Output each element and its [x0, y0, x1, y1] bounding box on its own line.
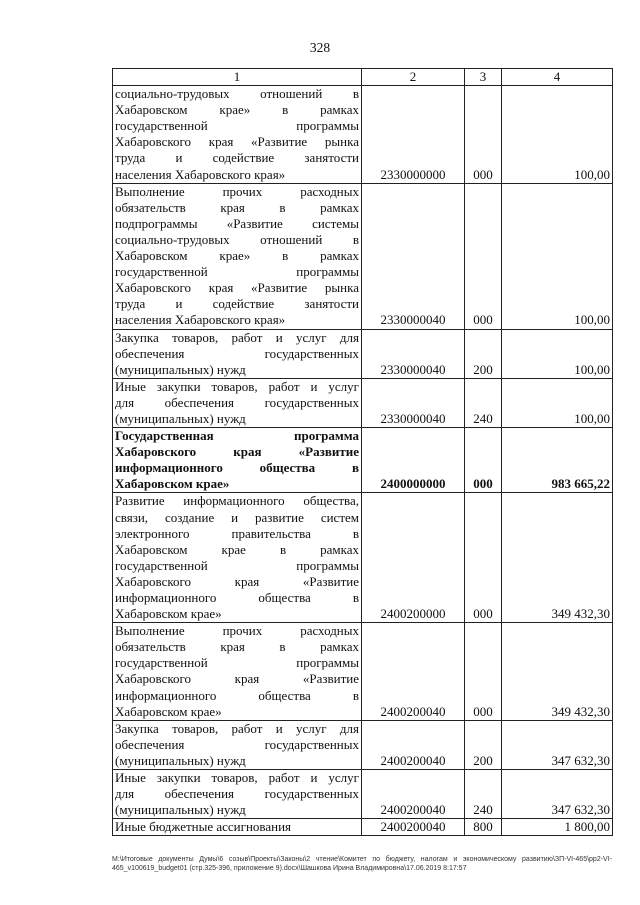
- row-description: [113, 183, 362, 329]
- description-line: Развитие информационного общества,: [115, 493, 359, 509]
- description-line: информационного общества в: [115, 687, 359, 703]
- description-line: информационного общества в: [115, 460, 359, 476]
- row-amount: 983 665,22: [502, 428, 613, 493]
- column-header-code: 2: [362, 69, 465, 86]
- description-line: государственной программы: [115, 655, 359, 671]
- row-description: [113, 720, 362, 769]
- row-description: [113, 428, 362, 493]
- description-line: государственной программы: [115, 264, 359, 280]
- budget-table: [112, 68, 613, 836]
- row-description: [113, 493, 362, 623]
- description-line: Иные бюджетные ассигнования: [115, 819, 292, 835]
- row-description: [113, 819, 362, 836]
- table-row: [113, 770, 613, 819]
- description-line: обеспечения государственных: [115, 736, 359, 752]
- description-line: обеспечения государственных: [115, 345, 359, 361]
- row-expense-type: 200: [465, 329, 502, 378]
- row-expense-type: 240: [465, 770, 502, 819]
- description-line: информационного общества в: [115, 590, 359, 605]
- description-line: (муниципальных) нужд: [115, 802, 246, 818]
- row-code: 2400200040: [362, 720, 465, 769]
- row-expense-type: 000: [465, 493, 502, 623]
- description-line: труда и содействие занятости: [115, 296, 359, 312]
- row-expense-type: 000: [465, 428, 502, 493]
- table-header-row: [113, 69, 613, 86]
- table-row: [113, 378, 613, 427]
- description-line: Хабаровского края «Развитие: [115, 444, 359, 460]
- description-line: социально-трудовых отношений в: [115, 231, 359, 247]
- row-expense-type: 000: [465, 183, 502, 329]
- description-line: для обеспечения государственных: [115, 394, 359, 410]
- row-code: 2400200000: [362, 493, 465, 623]
- row-expense-type: 000: [465, 623, 502, 721]
- row-code: 2400200040: [362, 623, 465, 721]
- row-code: 2330000040: [362, 378, 465, 427]
- page-number: 328: [309, 40, 331, 55]
- row-amount: 349 432,30: [502, 623, 613, 721]
- row-expense-type: 240: [465, 378, 502, 427]
- description-line: Хабаровском крае» в рамках: [115, 102, 359, 118]
- row-description: [113, 329, 362, 378]
- row-expense-type: 200: [465, 720, 502, 769]
- row-code: 2330000040: [362, 183, 465, 329]
- description-line: Хабаровском крае в рамках: [115, 541, 359, 557]
- column-header-type: 3: [465, 69, 502, 86]
- description-line: Закупка товаров, работ и услуг для: [115, 329, 359, 345]
- row-code: 2330000040: [362, 329, 465, 378]
- description-line: Иные закупки товаров, работ и услуг: [115, 770, 359, 786]
- description-line: Иные закупки товаров, работ и услуг: [115, 378, 359, 394]
- description-line: населения Хабаровского края»: [115, 166, 286, 182]
- row-code: 2400200040: [362, 819, 465, 836]
- column-header-amount: 4: [502, 69, 613, 86]
- description-line: Хабаровском крае»: [115, 703, 222, 719]
- description-line: обязательств края в рамках: [115, 639, 359, 655]
- description-line: Государственная программа: [115, 428, 359, 444]
- table-row: [113, 428, 613, 493]
- row-amount: 347 632,30: [502, 770, 613, 819]
- table-row: [113, 623, 613, 721]
- row-code: 2400000000: [362, 428, 465, 493]
- document-footer-path: М:\Итоговые документы Думы\6 созыв\Проекты\Законы\2 чтение\Комитет по бюджету, налогам и экономическому развитию\ЗП-VI-465\pp2-VI-465_v100619_budget01 (стр.325-396, приложение 9).docx\Шашкова Ирина Владимировна\17.06.2019 8:17:57: [112, 856, 612, 872]
- row-description: [113, 623, 362, 721]
- description-line: труда и содействие занятости: [115, 150, 359, 166]
- row-amount: 100,00: [502, 378, 613, 427]
- description-line: Выполнение прочих расходных: [115, 623, 359, 639]
- description-line: Хабаровского края «Развитие рынка: [115, 280, 359, 296]
- description-line: Хабаровском крае»: [115, 606, 222, 622]
- row-amount: 347 632,30: [502, 720, 613, 769]
- description-line: (муниципальных) нужд: [115, 361, 246, 377]
- row-description: [113, 378, 362, 427]
- row-amount: 1 800,00: [502, 819, 613, 836]
- description-line: государственной программы: [115, 557, 359, 573]
- description-line: Хабаровского края «Развитие рынка: [115, 134, 359, 150]
- row-amount: 100,00: [502, 183, 613, 329]
- row-code: 2400200040: [362, 770, 465, 819]
- table-row: [113, 493, 613, 623]
- description-line: обязательств края в рамках: [115, 199, 359, 215]
- row-description: [113, 770, 362, 819]
- table-row: [113, 720, 613, 769]
- description-line: для обеспечения государственных: [115, 786, 359, 802]
- description-line: связи, создание и развитие систем: [115, 509, 359, 525]
- description-line: Хабаровском крае» в рамках: [115, 248, 359, 264]
- table-row: [113, 86, 613, 184]
- table-row: [113, 329, 613, 378]
- description-line: электронного правительства в: [115, 525, 359, 541]
- row-amount: 100,00: [502, 329, 613, 378]
- row-amount: 100,00: [502, 86, 613, 184]
- description-line: государственной программы: [115, 118, 359, 134]
- description-line: социально-трудовых отношений в: [115, 86, 359, 102]
- description-line: (муниципальных) нужд: [115, 752, 246, 768]
- row-expense-type: 800: [465, 819, 502, 836]
- description-line: Хабаровского края «Развитие: [115, 573, 359, 589]
- description-line: подпрограммы «Развитие системы: [115, 215, 359, 231]
- row-amount: 349 432,30: [502, 493, 613, 623]
- table-row: [113, 819, 613, 836]
- description-line: населения Хабаровского края»: [115, 312, 286, 328]
- column-header-description: 1: [113, 69, 362, 86]
- description-line: Закупка товаров, работ и услуг для: [115, 720, 359, 736]
- row-code: 2330000000: [362, 86, 465, 184]
- description-line: (муниципальных) нужд: [115, 410, 246, 426]
- description-line: Хабаровского края «Развитие: [115, 671, 359, 687]
- row-description: [113, 86, 362, 184]
- description-line: Хабаровском крае»: [115, 476, 230, 492]
- row-expense-type: 000: [465, 86, 502, 184]
- table-row: [113, 183, 613, 329]
- description-line: Выполнение прочих расходных: [115, 183, 359, 199]
